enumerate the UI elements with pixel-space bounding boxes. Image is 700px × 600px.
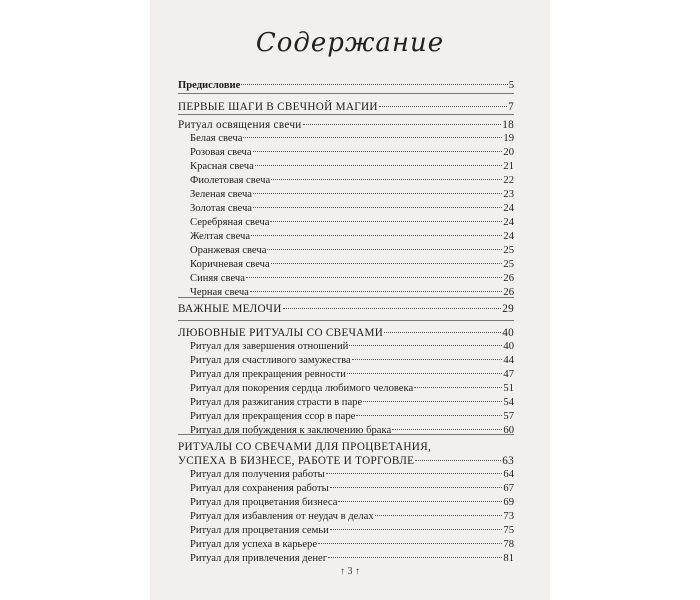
dot-leader — [349, 345, 502, 346]
dot-leader — [246, 277, 502, 278]
section-divider — [178, 93, 514, 94]
toc-entry-title: УСПЕХА В БИЗНЕСЕ, РАБОТЕ И ТОРГОВЛЕ — [178, 455, 415, 467]
dot-leader — [326, 473, 503, 474]
toc-entry-title: Ритуал для процветания бизнеса — [190, 497, 338, 508]
dot-leader — [328, 557, 502, 558]
toc-entry-title: Ритуал освящения свечи — [178, 119, 302, 131]
toc-entry — [190, 286, 514, 300]
dot-leader — [253, 151, 503, 152]
toc-entry-page: 67 — [503, 483, 514, 494]
toc-entry-title: Ритуал для привлечения денег — [190, 553, 328, 564]
toc-entry-title: Ритуал для успеха в карьере — [190, 539, 318, 550]
toc-section-entry — [178, 100, 514, 114]
toc-entry-page: 54 — [503, 397, 514, 408]
dot-leader — [379, 106, 507, 107]
toc-entry-page: 24 — [503, 217, 514, 228]
toc-entry-page: 25 — [503, 259, 514, 270]
toc-section-entry — [178, 302, 514, 316]
section-heading-line: РИТУАЛЫ СО СВЕЧАМИ ДЛЯ ПРОЦВЕТАНИЯ, — [178, 441, 432, 453]
dot-leader — [363, 401, 502, 402]
toc-entry-title: Ритуал для процветания семьи — [190, 525, 329, 536]
page-number-value: 3 — [347, 566, 353, 577]
toc-entry — [190, 160, 514, 174]
toc-entry-title: Ритуал для прекращения ссор в паре — [190, 411, 356, 422]
toc-entry-title: Фиолетовая свеча — [190, 175, 271, 186]
ornament-icon: ↑ — [340, 566, 345, 577]
toc-entry — [190, 272, 514, 286]
dot-leader — [347, 373, 503, 374]
toc-entry-title: Черная свеча — [190, 287, 249, 298]
toc-entry-page: 64 — [503, 469, 514, 480]
dot-leader — [384, 332, 501, 333]
toc-entry — [190, 202, 514, 216]
toc-entry — [190, 368, 514, 382]
toc-entry-title: Ритуал для получения работы — [190, 469, 325, 480]
section-divider — [178, 114, 514, 115]
toc-entry-title: Предисловие — [178, 80, 241, 91]
toc-entry-title: Ритуал для прекращения ревности — [190, 369, 346, 380]
dot-leader — [330, 487, 503, 488]
toc-entry-page: 24 — [503, 231, 514, 242]
toc-entry — [190, 354, 514, 368]
toc-entry — [190, 538, 514, 552]
toc-entry-page: 20 — [503, 147, 514, 158]
toc-entry — [190, 482, 514, 496]
toc-entry — [190, 216, 514, 230]
toc-entry — [190, 230, 514, 244]
toc-entry-page: 40 — [503, 341, 514, 352]
toc-section-entry — [178, 454, 514, 468]
toc-entry — [190, 382, 514, 396]
toc-section-entry — [178, 326, 514, 340]
toc-entry-title: Коричневая свеча — [190, 259, 270, 270]
dot-leader — [356, 415, 502, 416]
toc-entry — [190, 510, 514, 524]
toc-entry-page: 26 — [503, 287, 514, 298]
toc-entry-title: Ритуал для побуждения к заключению брака — [190, 425, 392, 436]
dot-leader — [318, 543, 502, 544]
toc-entry-title: Оранжевая свеча — [190, 245, 267, 256]
toc-entry-title: Золотая свеча — [190, 203, 253, 214]
dot-leader — [375, 515, 503, 516]
page-title: Содержание — [255, 28, 445, 58]
toc-entry-page: 24 — [503, 203, 514, 214]
dot-leader — [267, 249, 502, 250]
toc-entry-page: 57 — [503, 411, 514, 422]
toc-entry — [190, 188, 514, 202]
toc-section-entry — [178, 118, 514, 132]
toc-entry-title: ВАЖНЫЕ МЕЛОЧИ — [178, 303, 282, 315]
toc-entry-title: Ритуал для покорения сердца любимого человека — [190, 383, 414, 394]
toc-entry-page: 21 — [503, 161, 514, 172]
toc-entry — [190, 258, 514, 272]
toc-entry-page: 73 — [503, 511, 514, 522]
page-number — [150, 566, 550, 577]
toc-entry-title: Ритуал для завершения отношений — [190, 341, 349, 352]
toc-entry-title: Ритуал для разжигания страсти в паре — [190, 397, 363, 408]
dot-leader — [271, 263, 503, 264]
toc-entry-title: ПЕРВЫЕ ШАГИ В СВЕЧНОЙ МАГИИ — [178, 101, 378, 113]
toc-entry — [190, 244, 514, 258]
toc-entry-page: 60 — [503, 425, 514, 436]
toc-entry — [190, 340, 514, 354]
dot-leader — [251, 235, 502, 236]
toc-entry-page: 7 — [508, 101, 514, 113]
toc-entry-page: 22 — [503, 175, 514, 186]
dot-leader — [415, 460, 501, 461]
toc-entry — [190, 396, 514, 410]
dot-leader — [338, 501, 502, 502]
ornament-icon: ↑ — [355, 566, 360, 577]
toc-entry-title: ЛЮБОВНЫЕ РИТУАЛЫ СО СВЕЧАМИ — [178, 327, 384, 339]
toc-entry — [190, 524, 514, 538]
dot-leader — [414, 387, 502, 388]
dot-leader — [255, 165, 503, 166]
dot-leader — [330, 529, 503, 530]
toc-entry-page: 44 — [503, 355, 514, 366]
toc-entry-title: Красная свеча — [190, 161, 254, 172]
toc-entry-title: Желтая свеча — [190, 231, 251, 242]
toc-entry-title: Белая свеча — [190, 133, 243, 144]
toc-entry-page: 5 — [508, 80, 514, 91]
toc-entry-title: Ритуал для счастливого замужества — [190, 355, 351, 366]
toc-entry — [190, 410, 514, 424]
dot-leader — [303, 124, 502, 125]
toc-entry-page: 40 — [502, 327, 514, 339]
toc-entry — [190, 552, 514, 566]
dot-leader — [392, 429, 502, 430]
toc-entry — [190, 424, 514, 438]
toc-entry — [190, 174, 514, 188]
dot-leader — [253, 207, 502, 208]
toc-entry-title: Розовая свеча — [190, 147, 252, 158]
toc-entry-page: 63 — [502, 455, 514, 467]
dot-leader — [283, 308, 502, 309]
dot-leader — [253, 193, 502, 194]
dot-leader — [352, 359, 503, 360]
dot-leader — [243, 137, 502, 138]
toc-entry-page: 18 — [502, 119, 514, 131]
toc-entry-page: 81 — [503, 553, 514, 564]
toc-entry-page: 26 — [503, 273, 514, 284]
toc-entry — [190, 146, 514, 160]
toc-entry — [190, 468, 514, 482]
toc-entry-page: 25 — [503, 245, 514, 256]
section-divider — [178, 320, 514, 321]
dot-leader — [271, 179, 502, 180]
toc-entry-page: 78 — [503, 539, 514, 550]
toc-entry-title: Серебряная свеча — [190, 217, 270, 228]
toc-entry-page: 51 — [503, 383, 514, 394]
dot-leader — [250, 291, 503, 292]
toc-entry-title: Зеленая свеча — [190, 189, 253, 200]
toc-entry-title: Ритуал для избавления от неудач в делах — [190, 511, 374, 522]
toc-entry — [190, 132, 514, 146]
toc-entry-page: 23 — [503, 189, 514, 200]
toc-section-entry — [178, 79, 514, 93]
toc-entry — [190, 496, 514, 510]
toc-entry-page: 75 — [503, 525, 514, 536]
toc-entry-title: Синяя свеча — [190, 273, 245, 284]
toc-entry-page: 19 — [503, 133, 514, 144]
toc-entry-title: Ритуал для сохранения работы — [190, 483, 329, 494]
toc-entry-page: 69 — [503, 497, 514, 508]
dot-leader — [241, 84, 507, 85]
dot-leader — [270, 221, 502, 222]
toc-entry-page: 29 — [502, 303, 514, 315]
toc-entry-page: 47 — [503, 369, 514, 380]
